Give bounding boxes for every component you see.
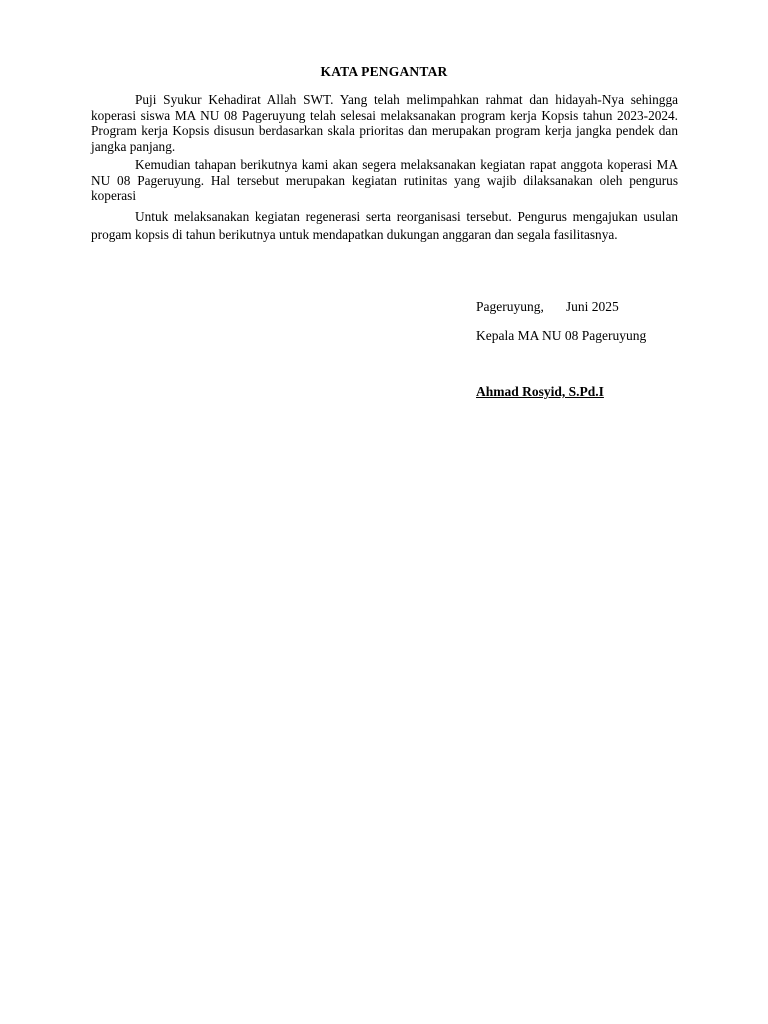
paragraph-2: Kemudian tahapan berikutnya kami akan segera melaksanakan kegiatan rapat anggota koperasi MA NU 08 Pageruyung. Hal tersebut merupakan kegiatan rutinitas yang wajib dilaksanakan oleh pengurus koperasi xyxy=(91,157,678,203)
signature-date: Juni 2025 xyxy=(565,299,619,314)
paragraph-1: Puji Syukur Kehadirat Allah SWT. Yang telah melimpahkan rahmat dan hidayah-Nya sehingga koperasi siswa MA NU 08 Pageruyung telah selesai melaksanakan program kerja Kopsis tahun 2023-2024. Program kerja Kopsis disusun berdasarkan skala prioritas dan merupakan program kerja jangka pendek dan jangka panjang. xyxy=(91,92,678,154)
signature-name: Ahmad Rosyid, S.Pd.I xyxy=(476,384,604,399)
page-title: KATA PENGANTAR xyxy=(320,64,448,79)
signature-role: Kepala MA NU 08 Pageruyung xyxy=(476,328,647,343)
paragraph-3: Untuk melaksanakan kegiatan regenerasi serta reorganisasi tersebut. Pengurus mengajukan usulan progam kopsis di tahun berikutnya untuk mendapatkan dukungan anggaran dan segala fasilitasnya. xyxy=(91,209,678,242)
signature-place: Pageruyung, xyxy=(476,299,544,314)
signature-place-date xyxy=(476,299,736,315)
